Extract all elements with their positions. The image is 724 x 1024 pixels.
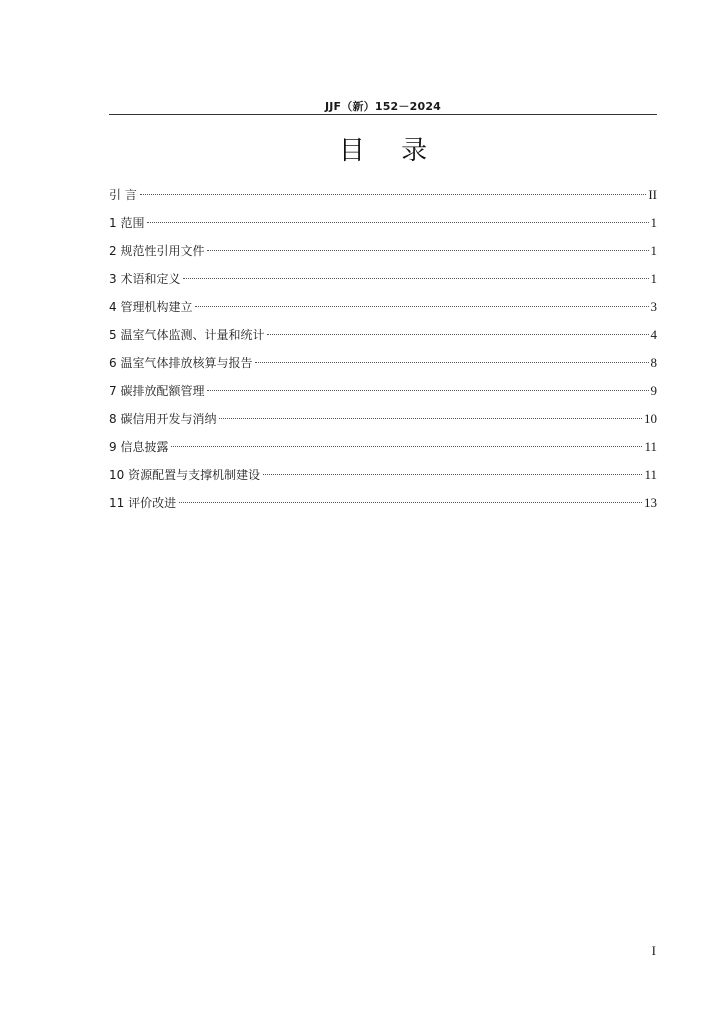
- toc-entry-carbon-credit[interactable]: [109, 407, 657, 435]
- toc-entry-resource-allocation[interactable]: [109, 463, 657, 491]
- toc-entry-page: 9: [650, 383, 657, 398]
- toc-dot-leader: [207, 390, 648, 391]
- toc-entry-label: 引 言: [109, 188, 137, 202]
- toc-entry-evaluation[interactable]: [109, 491, 657, 519]
- toc-entry-page: 8: [650, 355, 657, 370]
- toc-entry-label: 11 评价改进: [109, 496, 177, 510]
- toc-entry-normative-references[interactable]: [109, 239, 657, 267]
- toc-entry-label: 5 温室气体监测、计量和统计: [109, 328, 265, 342]
- toc-entry-disclosure[interactable]: [109, 435, 657, 463]
- toc-entry-terms-definitions[interactable]: [109, 267, 657, 295]
- header-divider: [109, 114, 657, 115]
- toc-dot-leader: [183, 278, 648, 279]
- toc-dot-leader: [195, 306, 648, 307]
- toc-entry-label: 10 资源配置与支撑机制建设: [109, 468, 261, 482]
- table-of-contents: [109, 183, 657, 519]
- toc-entry-label: 3 术语和定义: [109, 272, 181, 286]
- toc-entry-page: II: [648, 187, 657, 202]
- toc-entry-quota-management[interactable]: [109, 379, 657, 407]
- toc-entry-scope[interactable]: [109, 211, 657, 239]
- toc-entry-page: 11: [644, 467, 657, 482]
- toc-entry-page: 13: [644, 495, 657, 510]
- toc-entry-page: 3: [650, 299, 657, 314]
- document-header: JJF（新）152－2024: [324, 100, 442, 113]
- toc-entry-introduction[interactable]: [109, 183, 657, 211]
- toc-entry-page: 1: [650, 271, 657, 286]
- toc-dot-leader: [147, 222, 648, 223]
- toc-entry-label: 4 管理机构建立: [109, 300, 193, 314]
- toc-entry-ghg-accounting[interactable]: [109, 351, 657, 379]
- toc-dot-leader: [179, 502, 642, 503]
- page-number: I: [651, 943, 656, 958]
- toc-dot-leader: [140, 194, 647, 195]
- toc-dot-leader: [207, 250, 648, 251]
- toc-dot-leader: [263, 474, 642, 475]
- toc-entry-label: 8 碳信用开发与消纳: [109, 412, 217, 426]
- toc-entry-label: 7 碳排放配额管理: [109, 384, 205, 398]
- toc-title: 目 录: [338, 136, 442, 166]
- toc-entry-management-structure[interactable]: [109, 295, 657, 323]
- toc-dot-leader: [255, 362, 648, 363]
- toc-entry-page: 10: [644, 411, 657, 426]
- toc-dot-leader: [267, 334, 648, 335]
- toc-entry-label: 6 温室气体排放核算与报告: [109, 356, 253, 370]
- toc-entry-label: 9 信息披露: [109, 440, 169, 454]
- toc-dot-leader: [219, 418, 642, 419]
- toc-entry-page: 1: [650, 215, 657, 230]
- toc-entry-page: 11: [644, 439, 657, 454]
- toc-entry-label: 2 规范性引用文件: [109, 244, 205, 258]
- toc-entry-label: 1 范围: [109, 216, 145, 230]
- toc-entry-page: 1: [650, 243, 657, 258]
- toc-entry-ghg-monitoring[interactable]: [109, 323, 657, 351]
- toc-dot-leader: [171, 446, 642, 447]
- toc-entry-page: 4: [650, 327, 657, 342]
